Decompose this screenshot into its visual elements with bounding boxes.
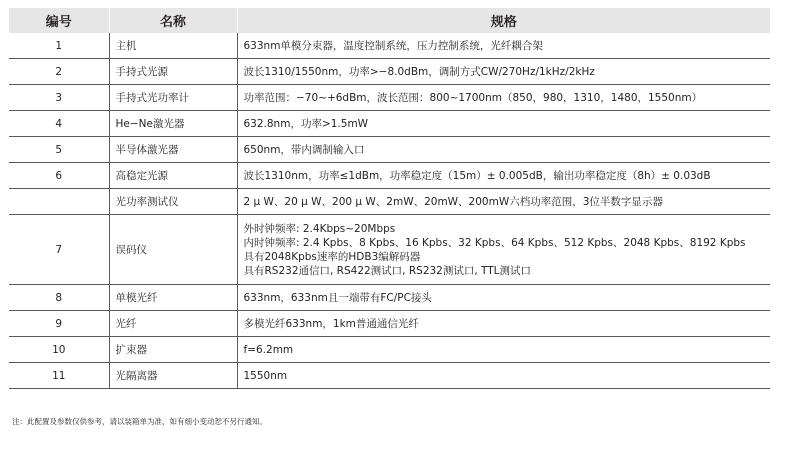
row-spec — [237, 33, 770, 59]
row-spec — [237, 337, 770, 363]
row-number: 6 — [9, 163, 109, 189]
row-number: 7 — [9, 215, 109, 285]
row-number: 1 — [9, 33, 109, 59]
spec-line: 632.8nm，功率>1.5mW — [243, 117, 369, 130]
row-number: 11 — [9, 363, 109, 389]
spec-line: 外时钟频率: 2.4Kbps~20Mbps — [243, 222, 396, 235]
spec-line: 波长1310nm，功率≤1dBm，功率稳定度（15m）± 0.005dB，输出功率稳定度（8h）± 0.03dB — [243, 169, 711, 182]
row-name: 光纤 — [109, 311, 237, 337]
header-name: 名称 — [109, 8, 237, 33]
row-name: 误码仪 — [109, 215, 237, 285]
row-number: 8 — [9, 285, 109, 311]
row-name: 光隔离器 — [109, 363, 237, 389]
row-spec — [237, 285, 770, 311]
row-name: 半导体激光器 — [109, 137, 237, 163]
header-number: 编号 — [9, 8, 109, 33]
spec-line: 650nm，带内调制输入口 — [243, 143, 365, 156]
spec-line: 内时钟频率: 2.4 Kpbs、8 Kpbs、16 Kpbs、32 Kpbs、64 Kpbs、512 Kpbs、2048 Kpbs、8192 Kpbs — [243, 236, 746, 249]
equipment-spec-table — [9, 8, 770, 389]
row-name: 手持式光源 — [109, 59, 237, 85]
header-spec: 规格 — [237, 8, 770, 33]
spec-line: 具有2048Kpbs速率的HDB3编解码器 — [243, 250, 421, 263]
row-name: 光功率测试仪 — [109, 189, 237, 215]
row-name: 单模光纤 — [109, 285, 237, 311]
row-number: 5 — [9, 137, 109, 163]
table-row — [9, 337, 770, 363]
spec-line: 具有RS232通信口, RS422测试口, RS232测试口, TTL测试口 — [243, 264, 532, 277]
table-row — [9, 363, 770, 389]
row-spec — [237, 189, 770, 215]
spec-line: 633nm单模分束器，温度控制系统，压力控制系统，光纤耦合架 — [243, 39, 543, 52]
row-number: 4 — [9, 111, 109, 137]
table-header-row — [9, 8, 770, 33]
row-spec — [237, 59, 770, 85]
spec-line: f=6.2mm — [243, 343, 294, 356]
row-name: He−Ne激光器 — [109, 111, 237, 137]
spec-line: 多模光纤633nm，1km普通通信光纤 — [243, 317, 419, 330]
row-spec — [237, 363, 770, 389]
row-name: 手持式光功率计 — [109, 85, 237, 111]
table-row — [9, 311, 770, 337]
table-row — [9, 33, 770, 59]
table-row — [9, 137, 770, 163]
table-row — [9, 59, 770, 85]
row-name: 扩束器 — [109, 337, 237, 363]
row-number: 2 — [9, 59, 109, 85]
row-spec — [237, 215, 770, 285]
spec-line: 功率范围：−70~+6dBm，波长范围：800~1700nm（850，980，1310，1480，1550nm） — [243, 91, 703, 104]
row-spec — [237, 111, 770, 137]
row-number: 3 — [9, 85, 109, 111]
row-spec — [237, 311, 770, 337]
spec-line: 2 μ W、20 μ W、200 μ W、2mW、20mW、200mW六档功率范围，3位半数字显示器 — [243, 195, 663, 208]
table-row — [9, 189, 770, 215]
row-number: 10 — [9, 337, 109, 363]
table-row — [9, 163, 770, 189]
table-row — [9, 111, 770, 137]
spec-line: 1550nm — [243, 369, 288, 382]
table-row — [9, 215, 770, 285]
row-number: 9 — [9, 311, 109, 337]
spec-line: 波长1310/1550nm，功率>−8.0dBm，调制方式CW/270Hz/1kHz/2kHz — [243, 65, 595, 78]
row-spec — [237, 137, 770, 163]
row-number — [9, 189, 109, 215]
footnote: 注：此配置及参数仅供参考，请以装箱单为准，如有细小变动恕不另行通知。 — [12, 417, 267, 426]
row-name: 主机 — [109, 33, 237, 59]
table-row — [9, 285, 770, 311]
row-spec — [237, 85, 770, 111]
row-spec — [237, 163, 770, 189]
table-row — [9, 85, 770, 111]
row-name: 高稳定光源 — [109, 163, 237, 189]
spec-line: 633nm，633nm且一端带有FC/PC接头 — [243, 291, 432, 304]
